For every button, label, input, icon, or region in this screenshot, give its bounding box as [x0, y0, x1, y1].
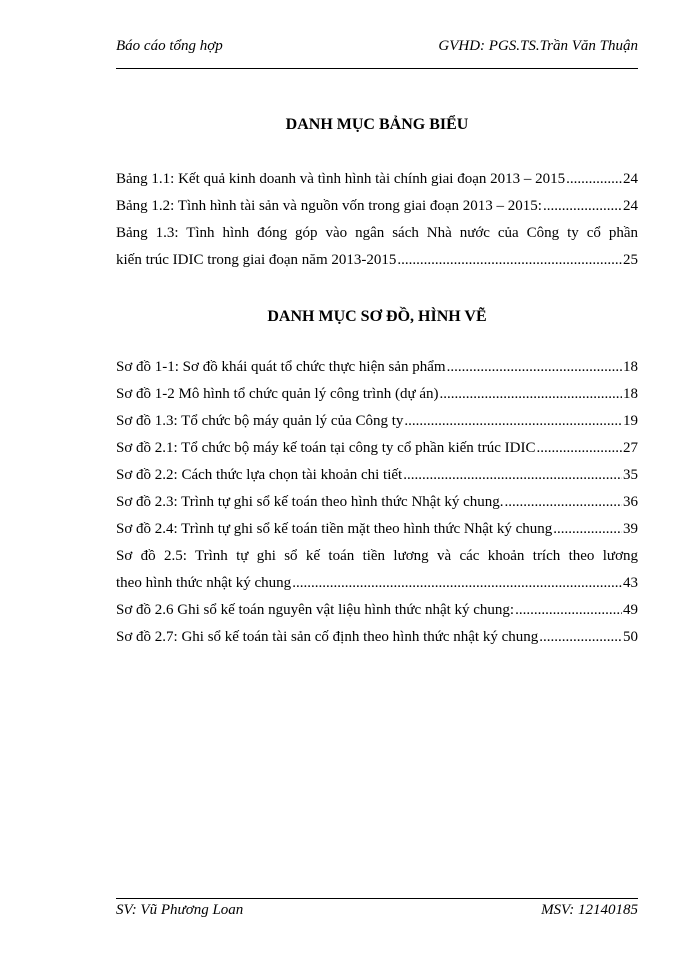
toc-entry-text: Sơ đồ 2.1: Tổ chức bộ máy kế toán tại công ty cổ phần kiến trúc IDIC: [116, 440, 536, 456]
page-header: [116, 38, 638, 70]
toc-entry[interactable]: [116, 597, 638, 624]
tables-list: [116, 166, 638, 274]
toc-entry-page: 39: [623, 521, 638, 537]
footer-student-id: MSV: 12140185: [541, 902, 638, 918]
toc-leader-dots: [505, 489, 622, 516]
page-footer: [116, 902, 638, 919]
toc-entry-text: Bảng 1.1: Kết quả kinh doanh và tình hình tài chính giai đoạn 2013 – 2015: [116, 171, 566, 187]
toc-entry[interactable]: [116, 193, 638, 220]
toc-entry[interactable]: [116, 462, 638, 489]
toc-entry-page: 18: [623, 386, 638, 402]
toc-leader-dots: [553, 516, 622, 543]
toc-entry[interactable]: [116, 624, 638, 651]
toc-entry[interactable]: [116, 166, 638, 193]
toc-entry-text: Sơ đồ 1.3: Tổ chức bộ máy quản lý của Công ty: [116, 413, 404, 429]
toc-entry-text: Sơ đồ 2.7: Ghi sổ kế toán tài sản cố định theo hình thức nhật ký chung: [116, 629, 539, 645]
toc-entry-page: 43: [623, 575, 638, 591]
toc-entry-text: Sơ đồ 1-1: Sơ đồ khái quát tổ chức thực hiện sản phẩm: [116, 359, 446, 375]
toc-leader-dots: [536, 435, 622, 462]
toc-entry-page: 35: [623, 467, 638, 483]
toc-leader-dots: [566, 166, 622, 193]
header-supervisor: GVHD: PGS.TS.Trần Văn Thuận: [438, 38, 638, 54]
footer-student-name: SV: Vũ Phương Loan: [116, 902, 244, 918]
header-report-title: Báo cáo tổng hợp: [116, 38, 223, 54]
toc-entry-page: 24: [623, 198, 638, 214]
figures-list: [116, 354, 638, 651]
toc-entry[interactable]: [116, 220, 638, 274]
toc-entry[interactable]: [116, 354, 638, 381]
toc-leader-dots: [447, 354, 622, 381]
toc-entry-text-line2: theo hình thức nhật ký chung: [116, 575, 292, 591]
toc-entry-text-line1: Sơ đồ 2.5: Trình tự ghi sổ kế toán tiền lương và các khoản trích theo lương: [116, 548, 638, 564]
toc-leader-dots: [539, 624, 622, 651]
toc-entry-text-line2: kiến trúc IDIC trong giai đoạn năm 2013-2015: [116, 252, 397, 268]
toc-leader-dots: [404, 408, 622, 435]
toc-entry-page: 49: [623, 602, 638, 618]
toc-entry-page: 27: [623, 440, 638, 456]
toc-entry-page: 25: [623, 252, 638, 268]
toc-entry-text: Sơ đồ 2.6 Ghi sổ kế toán nguyên vật liệu hình thức nhật ký chung:: [116, 602, 515, 618]
toc-leader-dots: [439, 381, 622, 408]
toc-entry-text: Sơ đồ 1-2 Mô hình tổ chức quản lý công trình (dự án): [116, 386, 439, 402]
header-divider: [116, 68, 638, 69]
toc-entry[interactable]: [116, 489, 638, 516]
toc-entry-text: Sơ đồ 2.4: Trình tự ghi sổ kế toán tiền mặt theo hình thức Nhật ký chung: [116, 521, 553, 537]
toc-entry[interactable]: [116, 381, 638, 408]
toc-leader-dots: [397, 247, 622, 274]
toc-entry[interactable]: [116, 408, 638, 435]
toc-entry-page: 18: [623, 359, 638, 375]
toc-entry-page: 19: [623, 413, 638, 429]
figures-list-title: DANH MỤC SƠ ĐỒ, HÌNH VẼ: [267, 308, 487, 325]
toc-leader-dots: [403, 462, 622, 489]
toc-entry-text: Bảng 1.2: Tình hình tài sản và nguồn vốn trong giai đoạn 2013 – 2015:: [116, 198, 542, 214]
toc-leader-dots: [292, 570, 622, 597]
toc-entry-page: 24: [623, 171, 638, 187]
tables-list-title: DANH MỤC BẢNG BIỂU: [285, 116, 469, 133]
toc-entry[interactable]: [116, 516, 638, 543]
toc-entry-text: Sơ đồ 2.2: Cách thức lựa chọn tài khoản chi tiết: [116, 467, 403, 483]
toc-leader-dots: [515, 597, 622, 624]
toc-entry[interactable]: [116, 543, 638, 597]
toc-leader-dots: [543, 193, 622, 220]
toc-entry-page: 36: [623, 494, 638, 510]
toc-entry-text: Sơ đồ 2.3: Trình tự ghi sổ kế toán theo hình thức Nhật ký chung.: [116, 494, 504, 510]
toc-entry-text-line1: Bảng 1.3: Tình hình đóng góp vào ngân sách Nhà nước của Công ty cổ phần: [116, 225, 638, 241]
toc-entry[interactable]: [116, 435, 638, 462]
toc-entry-page: 50: [623, 629, 638, 645]
footer-divider: [116, 898, 638, 899]
